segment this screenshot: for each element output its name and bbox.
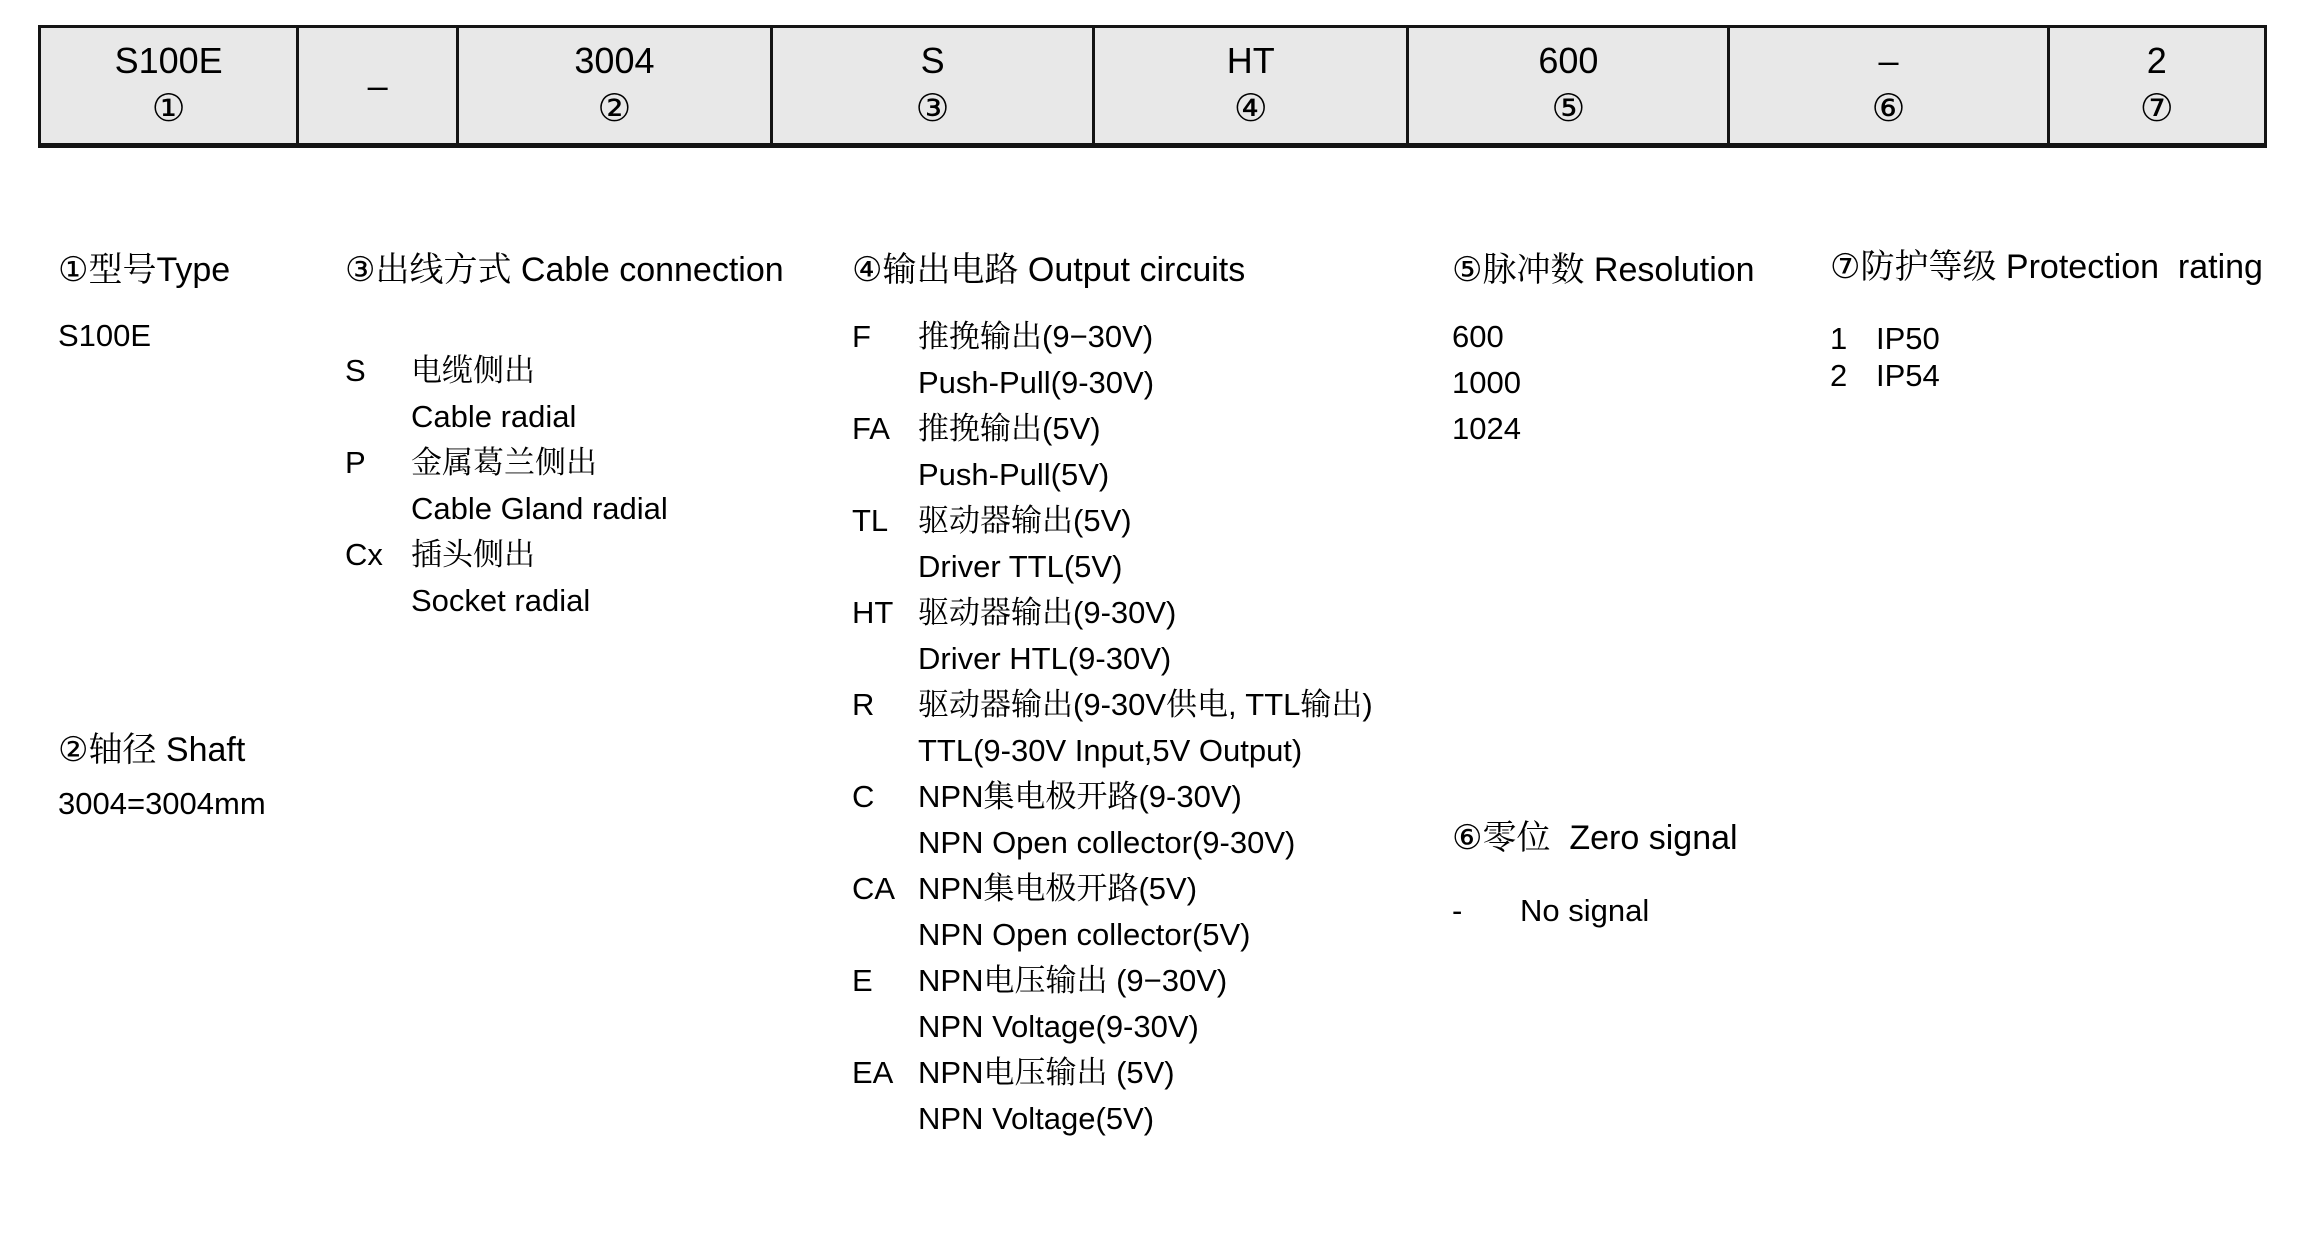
option-text: NPN Voltage(9-30V) bbox=[918, 1009, 1199, 1044]
cell-number: ⑦ bbox=[2139, 87, 2174, 130]
option-text: 插头侧出 bbox=[411, 537, 535, 572]
code-cell-output bbox=[1095, 28, 1409, 143]
option-text: No signal bbox=[1520, 893, 1650, 928]
option-code bbox=[852, 544, 918, 590]
list-item bbox=[852, 360, 1373, 406]
type-value: S100E bbox=[58, 318, 152, 353]
option-text: TTL(9-30V Input,5V Output) bbox=[918, 733, 1303, 768]
section-protection-heading: ⑦防护等级 Protection rating bbox=[1830, 248, 2263, 286]
resolution-value: 1000 bbox=[1452, 365, 1521, 400]
code-cell-shaft bbox=[459, 28, 773, 143]
option-text: NPN Voltage(5V) bbox=[918, 1101, 1155, 1136]
list-item bbox=[852, 912, 1373, 958]
option-code bbox=[852, 1096, 918, 1142]
option-text: Push-Pull(9-30V) bbox=[918, 365, 1155, 400]
option-text: Cable radial bbox=[411, 399, 577, 434]
list-item bbox=[852, 498, 1373, 544]
option-code bbox=[345, 578, 411, 624]
option-code: CA bbox=[852, 871, 896, 906]
section-zero-heading: ⑥零位 Zero signal bbox=[1452, 819, 1738, 857]
code-cell-resolution bbox=[1409, 28, 1730, 143]
option-text: 电缆侧出 bbox=[411, 353, 535, 388]
option-code: TL bbox=[852, 503, 889, 538]
cell-number: ⑤ bbox=[1551, 87, 1586, 130]
list-item bbox=[852, 1004, 1373, 1050]
list-item bbox=[345, 486, 668, 532]
cell-number: ③ bbox=[915, 87, 950, 130]
code-cell-cable bbox=[773, 28, 1095, 143]
code-cell-protection bbox=[2050, 28, 2264, 143]
zero-options-list bbox=[1452, 888, 1649, 934]
cell-number: ④ bbox=[1233, 87, 1268, 130]
resolution-values-list bbox=[1452, 314, 1521, 452]
cell-number: ⑥ bbox=[1871, 87, 1906, 130]
list-item bbox=[852, 406, 1373, 452]
cell-value: – bbox=[367, 64, 388, 106]
list-item bbox=[852, 1096, 1373, 1142]
option-code bbox=[852, 360, 918, 406]
option-code: P bbox=[345, 445, 366, 480]
code-cell-dash bbox=[299, 28, 459, 143]
option-text: IP54 bbox=[1876, 358, 1940, 393]
resolution-value: 600 bbox=[1452, 319, 1504, 354]
list-item bbox=[852, 728, 1373, 774]
code-cell-model bbox=[41, 28, 299, 143]
cell-value: – bbox=[1878, 39, 1899, 81]
list-item bbox=[345, 394, 668, 440]
option-text: NPN电压输出 (9−30V) bbox=[918, 963, 1228, 998]
list-item bbox=[1830, 320, 1940, 357]
list-item bbox=[852, 590, 1373, 636]
list-item bbox=[1452, 406, 1521, 452]
option-code: R bbox=[852, 687, 875, 722]
option-code: EA bbox=[852, 1055, 894, 1090]
option-text: Socket radial bbox=[411, 583, 591, 618]
option-code: 2 bbox=[1830, 358, 1848, 393]
section-type-heading: ①型号Type bbox=[58, 251, 231, 289]
list-item bbox=[1830, 357, 1940, 394]
option-code: F bbox=[852, 319, 871, 354]
option-text: NPN Open collector(9-30V) bbox=[918, 825, 1296, 860]
option-code bbox=[852, 728, 918, 774]
option-text: NPN集电极开路(5V) bbox=[918, 871, 1198, 906]
option-text: Push-Pull(5V) bbox=[918, 457, 1110, 492]
cell-value: HT bbox=[1226, 39, 1275, 81]
list-item bbox=[852, 636, 1373, 682]
cell-value: 3004 bbox=[574, 39, 655, 81]
option-code: - bbox=[1452, 893, 1463, 928]
cell-value: 2 bbox=[2146, 39, 2167, 81]
option-text: 驱动器输出(5V) bbox=[918, 503, 1132, 538]
option-text: 推挽输出(5V) bbox=[918, 411, 1101, 446]
cable-options-list bbox=[345, 348, 668, 624]
cell-value: S100E bbox=[114, 39, 223, 81]
list-item bbox=[852, 314, 1373, 360]
resolution-value: 1024 bbox=[1452, 411, 1521, 446]
option-code bbox=[852, 912, 918, 958]
list-item bbox=[852, 958, 1373, 1004]
option-text: 推挽输出(9−30V) bbox=[918, 319, 1154, 354]
list-item bbox=[1452, 888, 1649, 934]
option-code bbox=[345, 394, 411, 440]
option-code bbox=[852, 452, 918, 498]
option-text: 驱动器输出(9-30V) bbox=[918, 595, 1177, 630]
option-text: 金属葛兰侧出 bbox=[411, 445, 597, 480]
section-output-heading: ④输出电路 Output circuits bbox=[852, 251, 1246, 289]
list-item bbox=[852, 544, 1373, 590]
list-item bbox=[345, 440, 668, 486]
option-text: NPN电压输出 (5V) bbox=[918, 1055, 1175, 1090]
option-text: Driver HTL(9-30V) bbox=[918, 641, 1172, 676]
list-item bbox=[852, 820, 1373, 866]
option-text: NPN集电极开路(9-30V) bbox=[918, 779, 1242, 814]
output-options-list bbox=[852, 314, 1373, 1142]
list-item bbox=[852, 1050, 1373, 1096]
option-code: C bbox=[852, 779, 875, 814]
cell-value: 600 bbox=[1538, 39, 1599, 81]
list-item bbox=[852, 682, 1373, 728]
section-shaft-heading: ②轴径 Shaft bbox=[58, 731, 246, 769]
option-code: S bbox=[345, 353, 366, 388]
protection-options-list bbox=[1830, 320, 1940, 394]
option-text: IP50 bbox=[1876, 321, 1940, 356]
list-item bbox=[852, 452, 1373, 498]
option-code bbox=[852, 820, 918, 866]
option-code: E bbox=[852, 963, 873, 998]
option-code bbox=[345, 486, 411, 532]
section-resolution-heading: ⑤脉冲数 Resolution bbox=[1452, 251, 1755, 289]
cell-value: S bbox=[920, 39, 945, 81]
cell-number: ② bbox=[597, 87, 632, 130]
option-code: Cx bbox=[345, 537, 383, 572]
section-cable-heading: ③出线方式 Cable connection bbox=[345, 251, 784, 289]
cell-number: ① bbox=[151, 87, 186, 130]
list-item bbox=[345, 532, 668, 578]
option-code: FA bbox=[852, 411, 890, 446]
list-item bbox=[345, 578, 668, 624]
list-item bbox=[852, 774, 1373, 820]
code-cell-zero bbox=[1730, 28, 2049, 143]
option-text: 驱动器输出(9-30V供电, TTL输出) bbox=[918, 687, 1373, 722]
option-code: 1 bbox=[1830, 321, 1848, 356]
option-text: NPN Open collector(5V) bbox=[918, 917, 1251, 952]
option-code bbox=[852, 1004, 918, 1050]
shaft-value: 3004=3004mm bbox=[58, 786, 266, 821]
option-text: Driver TTL(5V) bbox=[918, 549, 1123, 584]
list-item bbox=[345, 348, 668, 394]
option-code bbox=[852, 636, 918, 682]
model-code-table bbox=[38, 25, 2267, 148]
list-item bbox=[852, 866, 1373, 912]
list-item bbox=[1452, 314, 1521, 360]
list-item bbox=[1452, 360, 1521, 406]
option-code: HT bbox=[852, 595, 894, 630]
option-text: Cable Gland radial bbox=[411, 491, 668, 526]
